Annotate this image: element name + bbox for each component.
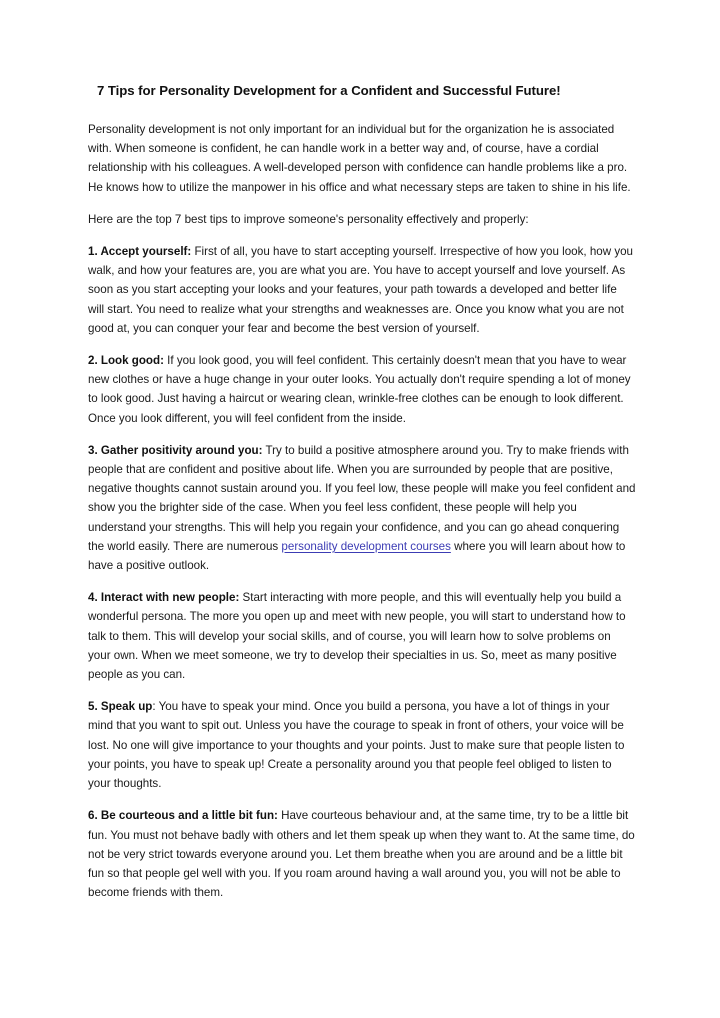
tip-paragraph-6 (88, 806, 636, 902)
tip-body-6: Have courteous behaviour and, at the same time, try to be a little bit fun. You must not behave badly with others and let them speak up when they want to. At the same time, do not be very strict towards everyone around you. Let them breathe when you are around and be a little bit fun so that people gel well with you. If you roam around having a wall around you, you will not be able to become friends with them. (88, 809, 635, 900)
tip-paragraph-5 (88, 697, 636, 793)
tip-heading-3: 3. Gather positivity around you: (88, 443, 263, 457)
tip-paragraph-4 (88, 588, 636, 684)
personality-development-courses-link[interactable]: personality development courses (281, 539, 451, 553)
tip-heading-2: 2. Look good: (88, 354, 164, 368)
lead-in-paragraph: Here are the top 7 best tips to improve someone's personality effectively and properly: (88, 212, 529, 226)
intro-paragraph: Personality development is not only important for an individual but for the organization he is associated with. When someone is confident, he can handle work in a better way and, of course, have a cordial relationship with his colleagues. A well-developed person with confidence can handle problems like a pro. He knows how to utilize the manpower in his office and what necessary steps are taken to shine in his life. (88, 123, 631, 194)
tip-heading-1: 1. Accept yourself: (88, 245, 192, 259)
tip-body-1: First of all, you have to start accepting yourself. Irrespective of how you look, how you walk, and how your features are, you are what you are. You have to accept yourself and love yourself. As soon as you start accepting your looks and your features, your path towards a developed and better life will start. You need to realize what your strengths and weaknesses are. Once you know what you are not good at, you can conquer your fear and become the best version of yourself. (88, 245, 634, 335)
page-title: 7 Tips for Personality Development for a Confident and Successful Future! (97, 83, 561, 98)
tip-heading-6: 6. Be courteous and a little bit fun: (88, 809, 278, 823)
tip-body-3-before-link: Try to build a positive atmosphere around you. Try to make friends with people that are confident and positive about life. When you are surrounded by people that are positive, negative thoughts cannot sustain around you. If you feel low, these people will make you feel confident and show you the brighter side of the case. When you feel less confident, these people will help you understand your strengths. This will help you regain your confidence, and you can go ahead conquering the world easily. There are numerous (88, 443, 636, 553)
tip-heading-4: 4. Interact with new people: (88, 591, 240, 605)
tip-heading-5-suffix: : (152, 700, 156, 714)
tip-heading-5: 5. Speak up (88, 700, 153, 714)
tip-paragraph-2 (88, 351, 636, 428)
tip-paragraph-1 (88, 242, 636, 338)
tip-body-5: You have to speak your mind. Once you build a persona, you have a lot of things in your mind that you want to spit out. Unless you have the courage to speak in front of others, your voice will be lost. No one will give importance to your thoughts and your points. Just to make sure that people listen to your points, you have to speak up! Create a personality around you that people feel obliged to listen to your thoughts. (88, 700, 625, 791)
tip-body-3-after-link: where you will learn about how to have a positive outlook. (88, 539, 626, 573)
tip-body-4: Start interacting with more people, and this will eventually help you build a wonderful persona. The more you open up and meet with new people, you will start to understand how to talk to them. This will develop your social skills, and of course, you will learn how to solve problems on your own. When we meet someone, we try to develop their specialties in us. So, meet as many positive people as you can. (88, 591, 626, 682)
tip-paragraph-3 (88, 441, 636, 575)
tip-body-2: If you look good, you will feel confident. This certainly doesn't mean that you have to wear new clothes or have a huge change in your outer looks. You actually don't require spending a lot of money to look good. Just having a haircut or wearing clean, wrinkle-free clothes can be enough to look different. Once you look different, you will feel confident from the inside. (88, 354, 631, 425)
document-body (88, 82, 636, 902)
